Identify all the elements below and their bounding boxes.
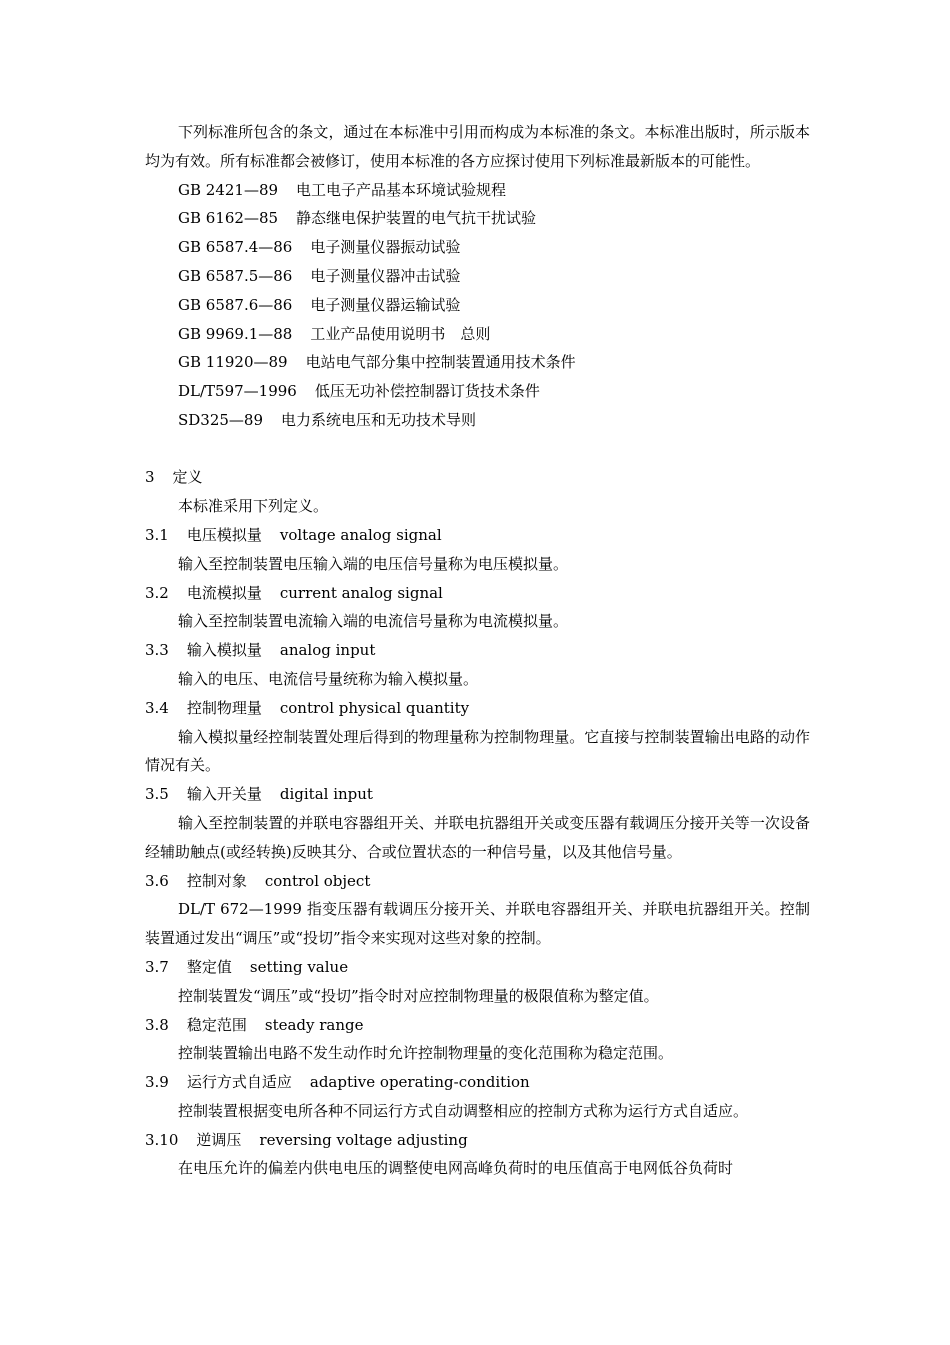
reference-item xyxy=(145,320,810,349)
reference-item xyxy=(145,348,810,377)
reference-title: 电力系统电压和无功技术导则 xyxy=(281,410,477,429)
definition-text: 输入模拟量经控制装置处理后得到的物理量称为控制物理量。它直接与控制装置输出电路的动作情况有关。 xyxy=(145,727,810,775)
section-intro: 本标准采用下列定义。 xyxy=(178,497,329,516)
reference-title: 电站电气部分集中控制装置通用技术条件 xyxy=(305,353,576,372)
section-number: 3 xyxy=(145,468,155,487)
definition-number: 3.5 xyxy=(145,785,169,804)
definition-number: 3.7 xyxy=(145,957,169,976)
definition-number: 3.8 xyxy=(145,1015,169,1034)
reference-item xyxy=(145,176,810,205)
definition-number: 3.3 xyxy=(145,641,169,660)
definition-term-zh: 输入开关量 xyxy=(186,785,262,804)
definition-term-zh: 逆调压 xyxy=(196,1130,242,1149)
definition-number: 3.9 xyxy=(145,1073,169,1092)
definition-heading xyxy=(145,1068,810,1097)
definition-heading xyxy=(145,953,810,982)
definition-text: 控制装置发“调压”或“投切”指令时对应控制物理量的极限值称为整定值。 xyxy=(178,986,659,1005)
definition-number: 3.1 xyxy=(145,525,169,544)
definition-text: 输入至控制装置的并联电容器组开关、并联电抗器组开关或变压器有载调压分接开关等一次设备经辅助触点(或经转换)反映其分、合或位置状态的一种信号量，以及其他信号量。 xyxy=(145,813,810,861)
spacer xyxy=(145,435,810,464)
definition-term-en: control physical quantity xyxy=(279,698,470,717)
reference-item xyxy=(145,233,810,262)
reference-code: SD325—89 xyxy=(178,410,264,429)
reference-code: GB 6587.5—86 xyxy=(178,266,293,285)
definition-term-en: voltage analog signal xyxy=(279,525,442,544)
definition-number: 3.2 xyxy=(145,583,169,602)
definition-term-zh: 输入模拟量 xyxy=(186,641,262,660)
definition-term-zh: 电压模拟量 xyxy=(186,525,262,544)
definition-heading xyxy=(145,636,810,665)
definition-list xyxy=(145,521,810,1183)
reference-list xyxy=(145,176,810,435)
definition-number: 3.10 xyxy=(145,1130,179,1149)
reference-item xyxy=(145,406,810,435)
reference-code: DL/T597—1996 xyxy=(178,382,297,401)
intro-paragraph: 下列标准所包含的条文，通过在本标准中引用而构成为本标准的条文。本标准出版时，所示版本均为有效。所有标准都会被修订，使用本标准的各方应探讨使用下列标准最新版本的可能性。 xyxy=(145,123,810,170)
definition-term-en: control object xyxy=(264,871,371,890)
reference-item xyxy=(145,377,810,406)
reference-title: 低压无功补偿控制器订货技术条件 xyxy=(314,382,540,401)
definition-term-en: digital input xyxy=(279,785,373,804)
definition-heading xyxy=(145,1011,810,1040)
section-heading xyxy=(145,463,810,492)
definition-heading xyxy=(145,1126,810,1155)
definition-term-en: reversing voltage adjusting xyxy=(259,1130,468,1149)
definition-text: 在电压允许的偏差内供电电压的调整使电网高峰负荷时的电压值高于电网低谷负荷时 xyxy=(178,1159,734,1178)
reference-item xyxy=(145,291,810,320)
definition-term-zh: 电流模拟量 xyxy=(186,583,262,602)
reference-code: GB 6587.4—86 xyxy=(178,238,293,257)
reference-code: GB 6162—85 xyxy=(178,209,279,228)
reference-title: 电工电子产品基本环境试验规程 xyxy=(296,180,507,199)
definition-text: DL/T 672—1999 指变压器有载调压分接开关、并联电容器组开关、并联电抗器组开关。控制装置通过发出“调压”或“投切”指令来实现对这些对象的控制。 xyxy=(145,900,810,948)
definition-number: 3.4 xyxy=(145,698,169,717)
reference-code: GB 6587.6—86 xyxy=(178,295,293,314)
reference-code: GB 11920—89 xyxy=(178,353,288,372)
definition-heading xyxy=(145,867,810,896)
definition-term-en: adaptive operating-condition xyxy=(309,1073,530,1092)
definition-term-zh: 控制对象 xyxy=(186,871,247,890)
definition-text: 输入至控制装置电流输入端的电流信号量称为电流模拟量。 xyxy=(178,612,569,631)
definition-text: 控制装置输出电路不发生动作时允许控制物理量的变化范围称为稳定范围。 xyxy=(178,1044,674,1063)
definition-heading xyxy=(145,521,810,550)
definition-number: 3.6 xyxy=(145,871,169,890)
definition-term-en: analog input xyxy=(279,641,376,660)
definition-term-zh: 整定值 xyxy=(186,957,232,976)
reference-item xyxy=(145,262,810,291)
reference-code: GB 2421—89 xyxy=(178,180,279,199)
reference-title: 电子测量仪器运输试验 xyxy=(310,295,461,314)
definition-term-zh: 运行方式自适应 xyxy=(186,1073,292,1092)
definition-text: 输入至控制装置电压输入端的电压信号量称为电压模拟量。 xyxy=(178,554,569,573)
definition-heading xyxy=(145,694,810,723)
definition-heading xyxy=(145,780,810,809)
reference-code: GB 9969.1—88 xyxy=(178,324,293,343)
reference-title: 工业产品使用说明书 总则 xyxy=(310,324,491,343)
reference-title: 静态继电保护装置的电气抗干扰试验 xyxy=(296,209,537,228)
definition-heading xyxy=(145,579,810,608)
reference-title: 电子测量仪器冲击试验 xyxy=(310,266,461,285)
reference-title: 电子测量仪器振动试验 xyxy=(310,238,461,257)
definition-term-zh: 稳定范围 xyxy=(186,1015,247,1034)
definition-term-zh: 控制物理量 xyxy=(186,698,262,717)
document-page xyxy=(145,118,810,1183)
definition-text: 控制装置根据变电所各种不同运行方式自动调整相应的控制方式称为运行方式自适应。 xyxy=(178,1101,749,1120)
reference-item xyxy=(145,204,810,233)
definition-term-en: steady range xyxy=(264,1015,364,1034)
definition-text: 输入的电压、电流信号量统称为输入模拟量。 xyxy=(178,669,479,688)
section-title: 定义 xyxy=(172,468,203,487)
definition-term-en: current analog signal xyxy=(279,583,443,602)
definition-term-en: setting value xyxy=(249,957,349,976)
